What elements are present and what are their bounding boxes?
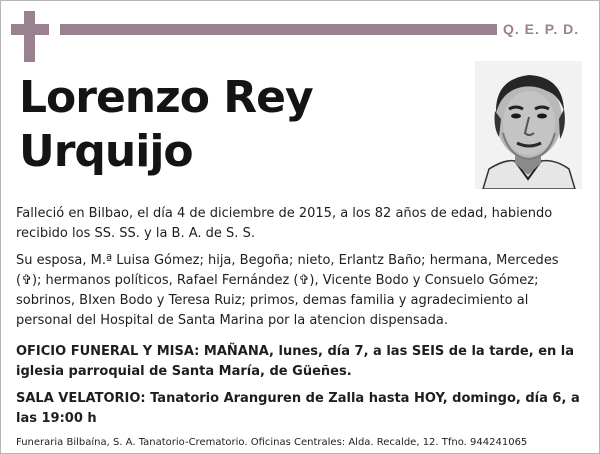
death-announcement: Falleció en Bilbao, el día 4 de diciembre de 2015, a los 82 años de edad, habiendo recibido los SS. SS. y la B. A. de S. S. [16, 206, 553, 241]
latin-cross-icon-arm [11, 24, 49, 35]
latin-cross-icon [24, 11, 35, 62]
portrait-photo [475, 61, 582, 189]
portrait-icon [475, 61, 582, 189]
deceased-name [19, 71, 349, 179]
qepd-label: Q. E. P. D. [503, 21, 580, 37]
wake-room: SALA VELATORIO: Tanatorio Aranguren de Zalla hasta HOY, domingo, día 6, a las 19:00 h [16, 391, 580, 426]
deceased-name-line1: Lorenzo Rey [19, 72, 313, 123]
funeral-home-footer: Funeraria Bilbaína, S. A. Tanatorio-Crematorio. Oficinas Centrales: Alda. Recalde, 12. Tfno. 944241065 [16, 437, 528, 448]
deceased-name-line2: Urquijo [19, 126, 193, 177]
family-mourners: Su esposa, M.ª Luisa Gómez; hija, Begoña; nieto, Erlantz Baño; hermana, Mercedes (✞); hermanos políticos, Rafael Fernández (✞), Vicente Bodo y Consuelo Gómez; sobrinos, BIxen Bodo y Teresa Ruiz; primos, demas familia y agradecimiento al personal del Hospital de Santa Marina por la atencion dispensada. [16, 253, 559, 328]
header-rule [60, 24, 497, 35]
funeral-service: OFICIO FUNERAL Y MISA: MAÑANA, lunes, día 7, a las SEIS de la tarde, en la iglesia parroquial de Santa María, de Güeñes. [16, 344, 575, 379]
